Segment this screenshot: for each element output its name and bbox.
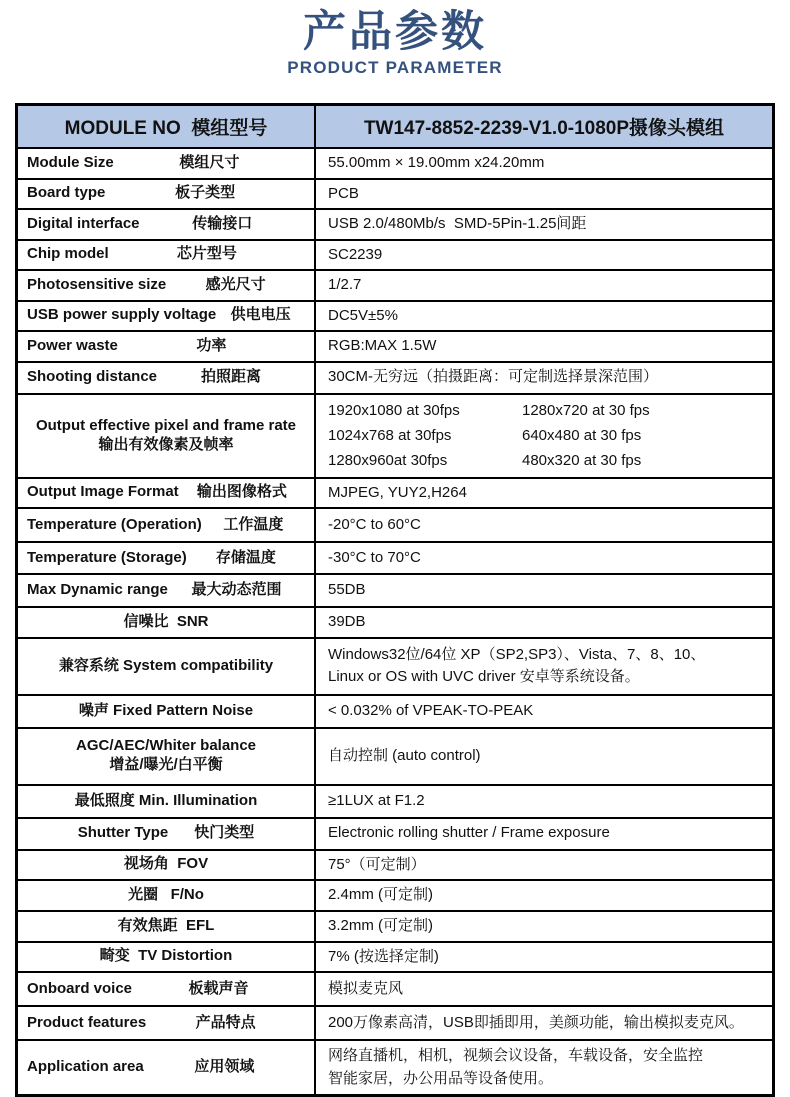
row-label [18,543,316,573]
value-columns [328,398,760,473]
row-label-en: Power waste [27,336,118,354]
value-text: 55.00mm × 19.00mm x24.20mm [328,154,545,171]
row-label-line: 快门类型 [194,824,255,842]
row-label-en: USB power supply voltage [27,306,217,324]
table-row [18,332,772,363]
row-label-en: Board type [27,184,106,202]
row-label-text: 噪声 Fixed Pattern Noise [78,701,254,719]
row-value [316,819,772,849]
row-value [316,210,772,239]
row-label-en: Max Dynamic range [27,581,168,599]
row-label-en: Onboard voice [27,979,133,997]
row-value [316,696,772,727]
row-value [316,395,772,477]
value-text: < 0.032% of VPEAK-TO-PEAK [328,701,534,719]
spec-rows [18,149,772,1094]
row-value [316,479,772,508]
value-text: SC2239 [328,245,383,263]
row-label-en: Shooting distance [27,368,158,386]
row-value [316,302,772,331]
row-value [316,729,772,784]
value-text: 7% (按选择定制) [328,947,439,965]
row-label [18,210,316,239]
value-column [522,398,650,473]
row-label-en: Product features [27,1013,147,1031]
value-line: Linux or OS with UVC driver 安卓等系统设备。 [328,668,640,685]
table-row [18,271,772,302]
row-value [316,639,772,694]
row-value [316,575,772,606]
table-row [18,1041,772,1094]
table-row [18,395,772,479]
row-label-zh: 产品特点 [195,1013,256,1031]
row-label [18,819,316,849]
row-label-line: Output effective pixel and frame rate [35,416,297,434]
row-label [18,608,316,637]
value-text: 3.2mm (可定制) [328,917,434,934]
value-text: PCB [328,184,359,202]
table-row [18,210,772,241]
value-text: 39DB [328,613,366,630]
spec-table [15,103,775,1097]
value-line: 1920x1080 at 30fps [328,402,460,419]
row-label-zh: 拍照距离 [201,368,262,386]
row-value [316,1041,772,1094]
row-label [18,1007,316,1039]
row-label-text: 最低照度 Min. Illumination [74,791,258,809]
table-row [18,543,772,575]
row-label-zh: 模组尺寸 [179,153,240,171]
table-row [18,696,772,729]
table-row [18,180,772,211]
row-label-line: AGC/AEC/Whiter balance [75,737,257,755]
table-row [18,509,772,543]
value-text: RGB:MAX 1.5W [328,337,437,354]
row-value [316,241,772,270]
row-label [18,729,316,784]
row-label [18,509,316,541]
row-label [18,149,316,178]
value-line: 1024x768 at 30fps [328,427,452,444]
table-row [18,479,772,510]
row-value [316,881,772,910]
value-text: Electronic rolling shutter / Frame exposure [328,824,610,842]
row-label-en: Photosensitive size [27,275,167,293]
row-label-zh: 板载声音 [188,979,249,997]
table-row [18,943,772,974]
row-value [316,271,772,300]
value-text: USB 2.0/480Mb/s SMD-5Pin-1.25间距 [328,215,587,232]
row-value [316,786,772,817]
value-text: DC5V±5% [328,306,398,324]
table-row [18,851,772,882]
value-text: 200万像素高清，USB即插即用，美颜功能，输出模拟麦克风。 [328,1013,744,1031]
table-row [18,729,772,786]
value-line: Windows32位/64位 XP（SP2,SP3）、Vista、7、8、10、 [328,645,706,663]
row-value [316,543,772,573]
value-text: 模拟麦克风 [328,979,404,997]
row-label-zh: 感光尺寸 [205,275,266,293]
value-text: 1/2.7 [328,276,362,293]
row-label [18,302,316,331]
row-value [316,608,772,637]
row-label-en: Application area [27,1058,144,1076]
row-label [18,912,316,941]
row-value [316,332,772,361]
value-line: 1280x960at 30fps [328,452,448,469]
table-row [18,973,772,1007]
row-label-line: 增益/曝光/白平衡 [109,756,223,773]
row-label [18,1041,316,1094]
page-subtitle: PRODUCT PARAMETER [287,58,503,78]
row-label-text: 光圈 F/No [128,886,204,904]
row-label [18,271,316,300]
row-label-text: 信噪比 SNR [123,612,209,630]
row-label [18,332,316,361]
row-label-en: Temperature (Operation) [27,515,202,533]
row-label-en: Module Size [27,153,114,171]
value-line: 网络直播机，相机，视频会议设备，车载设备，安全监控 [328,1047,704,1064]
value-text: MJPEG, YUY2,H264 [328,483,467,501]
row-label-line: Shutter Type [77,824,169,842]
table-row [18,819,772,851]
row-label-en: Digital interface [27,214,140,232]
row-label-zh: 供电电压 [230,306,291,324]
row-value [316,363,772,393]
row-label-text: 畸变 TV Distortion [99,947,233,965]
page-title: 产品参数 [303,8,487,56]
row-label-zh: 传输接口 [192,214,253,232]
table-header-row [18,106,772,149]
row-value [316,943,772,972]
value-text: ≥1LUX at F1.2 [328,791,425,809]
value-text: 30CM-无穷远（拍摄距离：可定制选择景深范围） [328,368,659,386]
row-value [316,509,772,541]
row-label-text: 兼容系统 System compatibility [58,656,274,674]
row-label [18,180,316,209]
value-text: 自动控制 (auto control) [328,746,481,764]
row-label [18,395,316,477]
value-line: 480x320 at 30 fps [522,452,642,469]
row-label-zh: 存储温度 [215,548,276,566]
row-label [18,881,316,910]
value-line: 640x480 at 30 fps [522,427,642,444]
row-label-zh: 芯片型号 [176,245,237,263]
row-label [18,973,316,1005]
row-label [18,575,316,606]
row-label-zh: 功率 [196,336,227,354]
table-row [18,302,772,333]
table-row [18,363,772,395]
row-label-line: 输出有效像素及帧率 [98,435,234,453]
value-text: -30°C to 70°C [328,548,421,566]
row-label [18,851,316,880]
row-label-zh: 输出图像格式 [196,483,287,501]
value-text: -20°C to 60°C [328,515,421,533]
row-label-text: 视场角 FOV [123,855,209,873]
row-value [316,1007,772,1039]
page-header [0,8,790,78]
row-label-en: Chip model [27,245,109,263]
row-label [18,479,316,508]
row-label [18,363,316,393]
row-label-text: 有效焦距 EFL [117,916,215,934]
row-value [316,912,772,941]
table-row [18,1007,772,1041]
table-row [18,241,772,272]
value-line: 智能家居，办公用品等设备使用。 [328,1069,554,1087]
table-row [18,786,772,819]
row-label-zh: 工作温度 [223,515,284,533]
table-row [18,881,772,912]
row-value [316,851,772,880]
row-label-zh: 最大动态范围 [191,581,282,599]
table-header-value: TW147-8852-2239-V1.0-1080P摄像头模组 [363,118,725,139]
row-label-en: Temperature (Storage) [27,548,187,566]
value-column [328,398,522,473]
value-text: 75°（可定制） [328,855,426,873]
value-line: 1280x720 at 30 fps [522,402,650,419]
row-label [18,241,316,270]
row-label [18,696,316,727]
row-label [18,639,316,694]
value-text: 55DB [328,581,366,599]
table-row [18,639,772,696]
table-row [18,149,772,180]
table-header-label: MODULE NO 模组型号 [18,106,316,147]
row-value [316,149,772,178]
row-label-zh: 板子类型 [175,184,236,202]
table-row [18,608,772,639]
row-label [18,786,316,817]
row-value [316,180,772,209]
row-value [316,973,772,1005]
table-row [18,912,772,943]
table-row [18,575,772,608]
row-label-zh: 应用领域 [194,1058,255,1076]
row-label-en: Output Image Format [27,483,179,501]
value-text: 2.4mm (可定制) [328,886,434,904]
row-label [18,943,316,972]
